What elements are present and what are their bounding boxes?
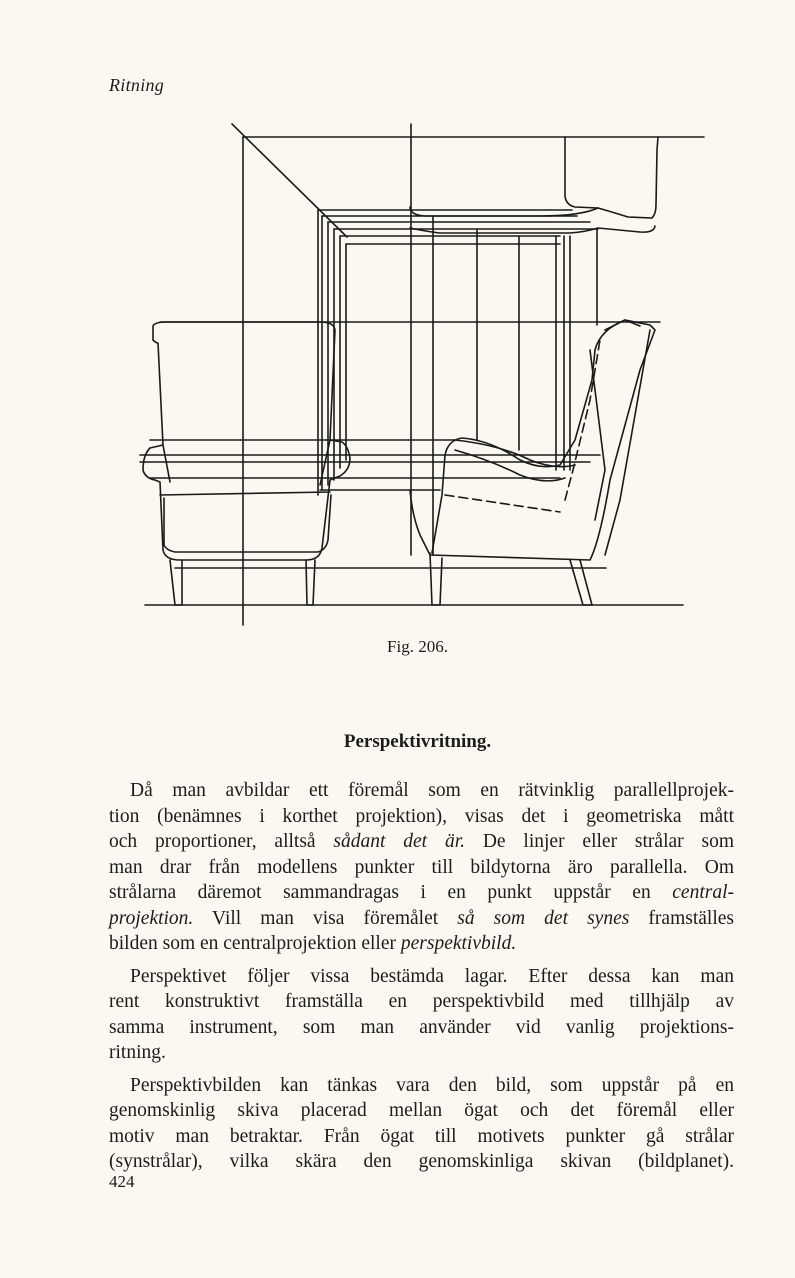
text-line: Perspektivbilden kan tänkas vara den bild, som uppstår på en bbox=[130, 1074, 734, 1096]
text-line: (synstrålar), vilka skära den genomskinliga skivan (bildplanet). bbox=[109, 1151, 734, 1172]
text-line: bilden som en centralprojektion eller perspektivbild. bbox=[109, 933, 517, 954]
text-line: Perspektivet följer vissa bestämda lagar. Efter dessa kan man bbox=[130, 965, 734, 987]
top-view-outline bbox=[410, 137, 658, 233]
front-view-chair bbox=[143, 322, 350, 605]
text-line: motiv man betraktar. Från ögat till motivets punkter gå strålar bbox=[109, 1125, 734, 1147]
text-line: och proportioner, alltså sådant det är. De linjer eller strålar som bbox=[109, 831, 734, 852]
construction-lines bbox=[140, 124, 704, 625]
text-line: tion (benämnes i korthet projektion), visas det i geometriska mått bbox=[109, 805, 734, 827]
section-heading: Perspektivritning. bbox=[343, 731, 492, 752]
text-line: projektion. Vill man visa föremålet så som det synes framställes bbox=[109, 907, 734, 929]
figure-caption: Fig. 206. bbox=[387, 637, 448, 656]
running-head: Ritning bbox=[109, 75, 165, 95]
paragraph-1 bbox=[109, 778, 734, 957]
text-line: strålarna däremot sammandragas i en punkt uppstår en central- bbox=[109, 882, 734, 903]
text-line: genomskinlig skiva placerad mellan ögat och det föremål eller bbox=[109, 1100, 734, 1121]
text-line: samma instrument, som man använder vid vanlig projektions- bbox=[109, 1016, 734, 1038]
page-number: 424 bbox=[109, 1172, 135, 1191]
text-line: man drar från modellens punkter till bildytorna äro parallella. Om bbox=[109, 856, 734, 878]
paragraph-3 bbox=[109, 1073, 734, 1175]
text-line: ritning. bbox=[109, 1042, 166, 1063]
paragraph-2 bbox=[109, 964, 734, 1066]
text-line: Då man avbildar ett föremål som en rätvinklig parallellprojek- bbox=[130, 780, 734, 801]
body-text bbox=[109, 778, 734, 1182]
text-line: rent konstruktivt framställa en perspektivbild med tillhjälp av bbox=[109, 991, 734, 1012]
